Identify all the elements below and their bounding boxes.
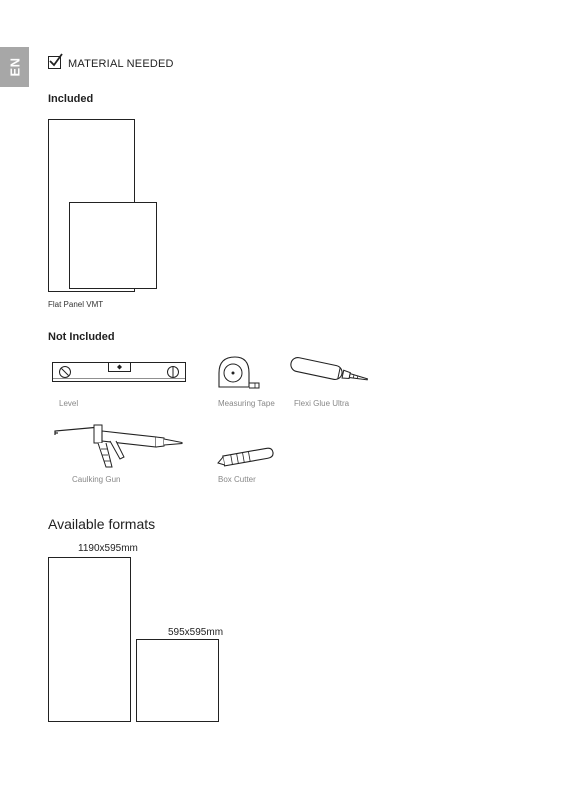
format-panel-small [136, 639, 219, 722]
format-label-large: 1190x595mm [78, 543, 138, 554]
language-tab-label: EN [7, 57, 22, 77]
measuring-tape-icon [217, 355, 263, 391]
format-panel-large [48, 557, 131, 722]
not-included-title: Not Included [48, 331, 115, 343]
material-needed-heading: MATERIAL NEEDED [68, 58, 174, 70]
tool-label-caulking-gun: Caulking Gun [72, 475, 121, 484]
panel-small-illustration [69, 202, 157, 289]
tool-label-level: Level [59, 399, 79, 408]
format-label-small: 595x595mm [168, 627, 224, 638]
tool-label-flexi-glue: Flexi Glue Ultra [294, 399, 350, 408]
checkmark-icon [48, 53, 64, 69]
checkbox-icon [48, 56, 61, 69]
included-title: Included [48, 93, 94, 105]
tool-label-box-cutter: Box Cutter [218, 475, 256, 484]
spirit-level-icon [52, 360, 188, 384]
glue-cartridge-icon [288, 358, 380, 386]
available-formats-title: Available formats [48, 516, 156, 532]
included-item-label: Flat Panel VMT [48, 300, 104, 309]
caulking-gun-icon [54, 423, 186, 469]
language-tab [0, 47, 29, 87]
box-cutter-icon [217, 444, 275, 466]
tool-label-measuring-tape: Measuring Tape [218, 399, 275, 408]
